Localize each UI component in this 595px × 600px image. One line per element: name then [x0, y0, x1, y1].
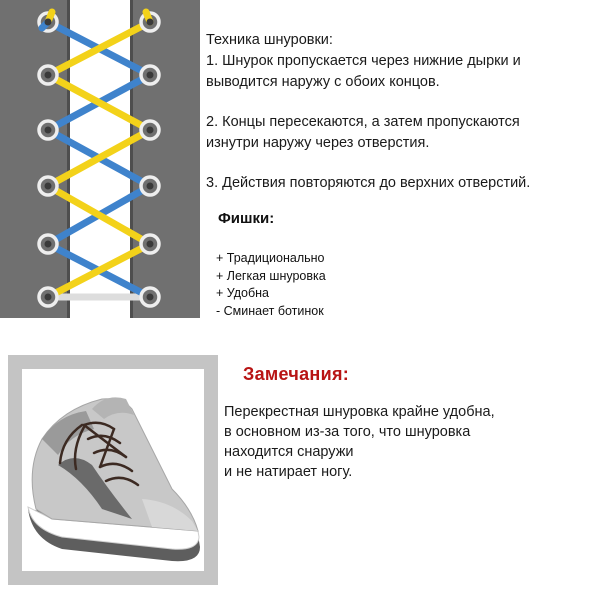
feature-item: + Традиционально	[216, 251, 325, 265]
features-title: Фишки:	[218, 210, 275, 227]
shoe-photo	[22, 369, 204, 571]
feature-item: + Легкая шнуровка	[216, 268, 326, 283]
step-1-line-1: 1. Шнурок пропускается через нижние дырки и	[206, 53, 521, 69]
remarks-text	[224, 402, 495, 482]
step-2-line-1: 2. Концы пересекаются, а затем пропускаются	[206, 114, 520, 130]
sneaker-photo-icon	[22, 369, 204, 571]
features-list	[216, 250, 326, 320]
step-3: 3. Действия повторяются до верхних отверстий.	[206, 175, 531, 191]
steps-heading: Техника шнуровки:	[206, 32, 333, 48]
left-shoe-strip	[0, 0, 70, 318]
feature-item: - Сминает ботинок	[216, 303, 324, 318]
lacing-steps	[206, 30, 591, 194]
feature-item: + Удобна	[216, 286, 269, 300]
step-2-line-2: изнутри наружу через отверстия.	[206, 135, 430, 151]
step-1-line-2: выводится наружу с обоих концов.	[206, 74, 440, 90]
remarks-title: Замечания:	[243, 364, 350, 384]
right-shoe-strip	[130, 0, 200, 318]
remarks-line: в основном из-за того, что шнуровка	[224, 424, 471, 440]
remarks-line: и не натирает ногу.	[224, 464, 353, 480]
remarks-line: Перекрестная шнуровка крайне удобна,	[224, 404, 495, 420]
remarks-line: находится снаружи	[224, 444, 354, 460]
shoe-photo-frame	[8, 355, 218, 585]
lacing-diagram-icon	[0, 0, 200, 318]
